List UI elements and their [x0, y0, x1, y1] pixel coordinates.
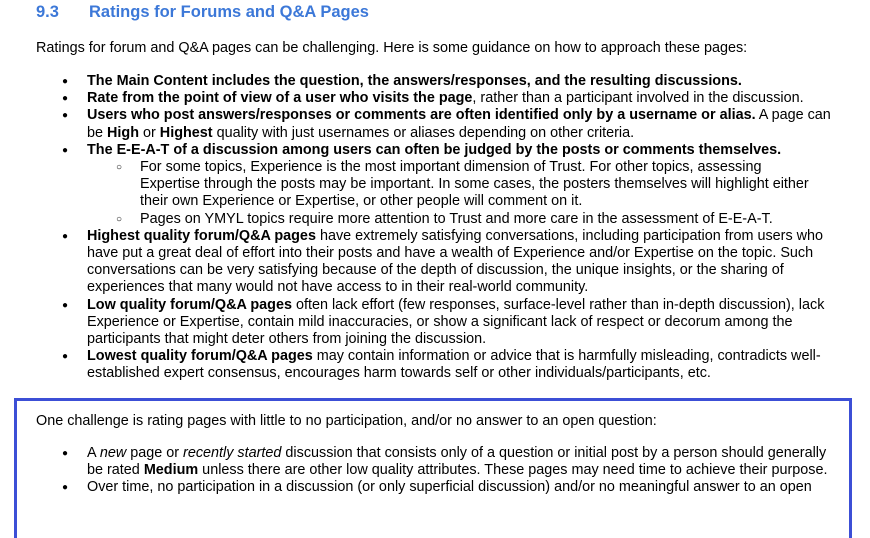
bold-text: Low quality forum/Q&A pages [87, 296, 292, 313]
box-list [0, 445, 870, 497]
list-item [0, 73, 870, 90]
body-text: A [87, 445, 100, 461]
sub-list-item: ○ For some topics, Experience is the most important dimension of Trust. For other topics, assessing Expertise through the posts may be important. In some cases, the posters themselves will highlight either their own Experience or Expertise, or other people will comment on it. [87, 159, 834, 211]
sub-list [87, 159, 834, 228]
body-text: have extremely satisfying conversations, including participation from users who have put a great deal of effort into their posts and have a wealth of Experience and/or Expertise on the topic. Such conversations can be very satisfying because of the depth of discussion, the unique insights, or the sharing of experiences that many would not have access to in their real-world community. [87, 227, 824, 296]
body-text: , rather than a participant involved in the discussion. [472, 90, 804, 107]
italic-text: new [99, 445, 127, 461]
body-text: A page can be [87, 107, 831, 141]
bold-text: Highest [159, 124, 213, 141]
section-heading [36, 2, 369, 22]
bold-text: High [107, 124, 139, 141]
body-text: often lack effort (few responses, surface-level rather than in-depth discussion), lack Experience or Expertise, contain mild inaccuracies, or show a significant lack of respect or decorum among the participants that might deter others from joining the discussion. [87, 296, 825, 348]
body-text: unless there are other low quality attributes. These pages may need time to achieve their purpose. [198, 462, 828, 479]
list-item [0, 90, 870, 107]
list-item [0, 445, 870, 479]
bold-text: Medium [143, 462, 199, 479]
bold-text: The Main Content includes the question, the answers/responses, and the resulting discussions. [87, 73, 742, 89]
body-text: quality with just usernames or aliases depending on other criteria. [212, 124, 635, 141]
bold-text: Users who post answers/responses or comments are often identified only by a username or alias. [87, 107, 756, 124]
list-item [0, 107, 870, 141]
sub-list-item: ○ Pages on YMYL topics require more attention to Trust and more care in the assessment of E-E-A-T. [87, 211, 834, 228]
bold-text: Highest quality forum/Q&A pages [87, 227, 316, 244]
body-text: or [139, 124, 160, 141]
bold-text: Rate from the point of view of a user who visits the page [87, 90, 473, 107]
intro-paragraph: Ratings for forum and Q&A pages can be challenging. Here is some guidance on how to approach these pages: [36, 40, 748, 56]
bold-text: Lowest quality forum/Q&A pages [87, 348, 313, 365]
guidance-list [0, 73, 870, 383]
body-text: discussion that consists only of a question or initial post by a person should generally be rated [87, 445, 827, 479]
bold-text: The E-E-A-T of a discussion among users can often be judged by the posts or comments themselves. [87, 141, 782, 158]
list-item [0, 348, 870, 382]
body-text: page or [126, 445, 184, 461]
list-item: ● Over time, no participation in a discussion (or only superficial discussion) and/or no meaningful answer to an open [0, 479, 870, 496]
box-intro-paragraph: One challenge is rating pages with little to no participation, and/or no answer to an open question: [36, 413, 657, 429]
list-item [0, 297, 870, 349]
list-item [0, 142, 870, 228]
body-text: may contain information or advice that is harmfully misleading, contradicts well-established expert consensus, encourages harm towards self or other individuals/participants, etc. [87, 348, 821, 382]
section-title: Ratings for Forums and Q&A Pages [89, 3, 369, 21]
italic-text: recently started [183, 445, 282, 461]
list-item [0, 228, 870, 297]
section-number: 9.3 [36, 3, 59, 21]
